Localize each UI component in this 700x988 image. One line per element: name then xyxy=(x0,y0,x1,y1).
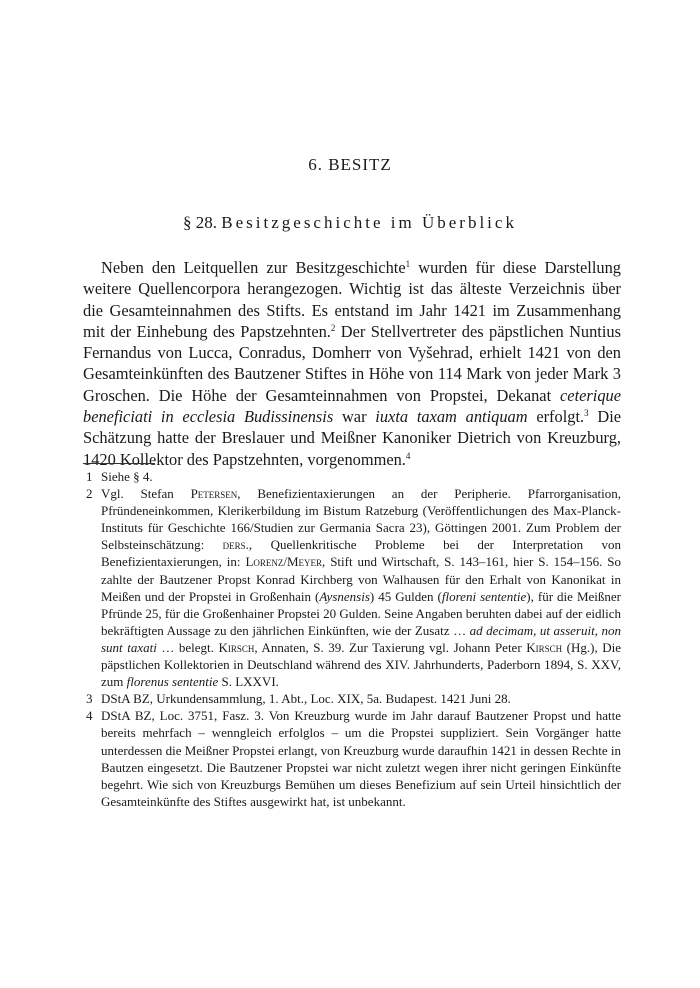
footnote-ref-3[interactable]: 3 xyxy=(584,408,589,419)
latin-phrase: Aysnensis xyxy=(319,588,370,604)
body-text: Neben den Leitquellen zur Besitzgeschichte xyxy=(101,258,406,277)
latin-phrase: ceterique beneficiati in ecclesia Budissinensis xyxy=(83,385,621,427)
footnotes xyxy=(83,468,621,810)
footnote-ref-4[interactable]: 4 xyxy=(405,450,411,461)
footnote-text: ) 45 Gulden ( xyxy=(369,588,442,604)
latin-phrase: florenus sententie xyxy=(126,674,219,690)
footnote-1 xyxy=(83,468,621,485)
author-name: Lorenz/Meyer xyxy=(245,554,323,570)
footnote-text: … belegt. xyxy=(156,639,219,655)
main-paragraph xyxy=(83,257,621,470)
author-name: ders. xyxy=(222,537,249,553)
footnote-3 xyxy=(83,690,621,707)
footnote-text: Vgl. Stefan xyxy=(101,486,191,502)
footnote-ref-2[interactable]: 2 xyxy=(330,322,336,333)
section-heading xyxy=(0,213,700,233)
footnote-text: , Benefizientaxierungen an der Peripherie. Pfarrorganisation, Pfründeneinkommen, Klerikerbildung im Bistum Ratzeburg (Veröffentlichungen des Max-Planck-Instituts für Geschichte 166/Studien zur Germania Sacra 23), Göttingen 2001. Zum Problem der Selbsteinschätzung: xyxy=(101,486,621,553)
footnote-text: , Stift und Wirtschaft, S. 143–161, hier S. 154–156. So zahlte der Bautzener Propst Konrad Kirchberg von Walhausen für den Erhalt von Kanonikat in Meißen und der Propstei in Großenhain ( xyxy=(101,554,622,604)
body-text: erfolgt. xyxy=(527,407,585,427)
footnote-number: 3 xyxy=(86,691,93,707)
footnote-2 xyxy=(83,485,621,690)
chapter-title: 6. BESITZ xyxy=(308,155,392,174)
footnote-number: 1 xyxy=(86,469,93,484)
footnote-text: DStA BZ, Urkundensammlung, 1. Abt., Loc. XIX, 5a. Budapest. 1421 Juni 28. xyxy=(101,691,511,707)
author-name: Kirsch xyxy=(218,639,255,655)
author-name: Petersen xyxy=(190,486,238,502)
footnote-text: DStA BZ, Loc. 3751, Fasz. 3. Von Kreuzburg wurde im Jahr darauf Bautzener Propst und hatte bereits mehrfach – wenngleich erfolglos – um die Propstei suppliziert. Sein Vorgänger hatte unterdessen die Meißner Propstei erlangt, von Kreuzburg wurde daraufhin 1421 in dessen Rechte in Bautzen eingesetzt. Die Bautzener Propstei war nicht zuletzt wegen ihrer nicht geringen Einkünfte begehrt. Wie sich von Kreuzburgs Bemühen um dieses Benefizium auf sein Urteil hinsichtlich der Gesamteinkünfte des Stiftes ausgewirkt hat, ist unbekannt. xyxy=(101,708,621,809)
body-text: Der Stellvertreter des päpstlichen Nuntius Fernandus von Lucca, Conradus, Domherr von Vyšehrad, erhielt 1421 von den Gesamteinkünften des Bautzener Stiftes in Höhe von 114 Mark von jeder Mark 3 Groschen. Die Höhe der Gesamteinnahmen von Propstei, Dekanat xyxy=(83,321,621,405)
footnote-text: S. LXXVI. xyxy=(218,674,279,690)
footnote-ref-1[interactable]: 1 xyxy=(405,259,411,269)
footnote-text: (Hg.), Die päpstlichen Kollektorien in Deutschland während des XIV. Jahrhunderts, Paderborn 1894, S. XXV, zum xyxy=(101,639,621,690)
footnote-number: 4 xyxy=(86,708,93,724)
latin-phrase: iuxta taxam antiquam xyxy=(375,407,528,427)
footnote-divider xyxy=(83,463,155,464)
section-number: § 28. xyxy=(183,213,218,232)
body-text: wurden für diese Darstellung weitere Quellencorpora herangezogen. Wichtig ist das älteste Verzeichnis über die Gesamteinnahmen des Stifts. Es entstand im Jahr 1421 im Zusammenhang mit der Einhebung des Papstzehnten. xyxy=(83,258,622,341)
footnote-text: Siehe § 4. xyxy=(101,469,153,484)
footnote-4 xyxy=(83,707,621,810)
latin-phrase: floreni sententie xyxy=(441,588,527,604)
section-title: Besitzgeschichte im Überblick xyxy=(221,213,517,232)
footnote-text: , Annaten, S. 39. Zur Taxierung vgl. Johann Peter xyxy=(254,639,527,655)
author-name: Kirsch xyxy=(526,639,563,655)
footnote-number: 2 xyxy=(86,486,93,502)
footnote-text: , Quellenkritische Probleme bei der Interpretation von Benefizientaxierungen, in: xyxy=(101,537,621,570)
body-text: Die Schätzung hatte der Breslauer und Meißner Kanoniker Dietrich von Kreuzburg, 1420 Kollektor des Papstzehnten, vorgenommen. xyxy=(83,407,622,469)
body-text: war xyxy=(333,407,376,427)
latin-phrase: ad decimam, ut asseruit, non sunt taxati xyxy=(101,622,621,655)
footnote-text: ), für die Meißner Pfründe 25, für die Großenhainer Propstei 20 Gulden. Seine Angaben beruhten dabei auf der eidlich bekräftigten Aussage zu den jährlichen Einkünften, wie der Zusatz … xyxy=(101,588,621,638)
